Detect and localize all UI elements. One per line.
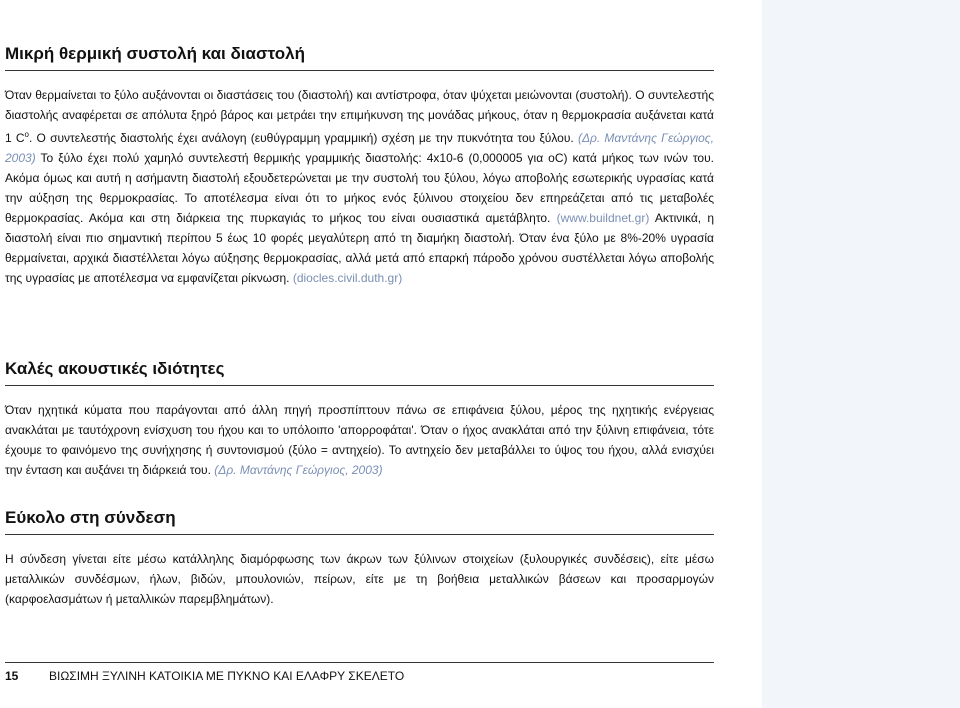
page-number: 15 xyxy=(5,669,19,683)
section-heading: Καλές ακουστικές ιδιότητες xyxy=(5,358,714,386)
section-paragraph xyxy=(5,549,714,609)
paragraph-text: Όταν ηχητικά κύματα που παράγονται από άλλη πηγή προσπίπτουν πάνω σε επιφάνεια ξύλου, μέρος της ηχητικής ενέργειας ανακλάται με ταυτόχρονη ενίσχυση του ήχου και το υπόλοιπο 'απορροφάται'. Όταν ο ήχος ανακλάται από την ξύλινη επιφάνεια, τότε έχουμε το φαινόμενο της συνήχησης ή συντονισμού (ξύλο = αντηχείο). Το αντηχείο δεν μεταβάλλει το ύψος του ήχου, αλλά ενισχύει την ένταση και αυξάνει τη διάρκειά του. xyxy=(5,403,714,477)
source-link-buildnet[interactable]: (www.buildnet.gr) xyxy=(556,211,650,225)
side-panel xyxy=(762,0,960,708)
section-thermal-expansion xyxy=(5,43,714,288)
section-paragraph xyxy=(5,85,714,288)
page-footer xyxy=(5,662,714,684)
paragraph-text: Ακτινικά, η διαστολή είναι πιο σημαντική περίπου 5 έως 10 φορές μεγαλύτερη από τη διαμήκη διαστολή. Όταν ένα ξύλο με 8%-20% υγρασία θερμαίνεται, αρχικά διαστέλλεται λόγω αύξησης θερμοκρασίας, αλλά μετά από επαρκή πάροδο χρόνου συστέλλεται λόγω αποβολής της υγρασίας με αποτέλεσμα να εμφανίζεται ρίκνωση. xyxy=(5,211,714,285)
degree-superscript: ο xyxy=(24,130,29,139)
paragraph-text: Η σύνδεση γίνεται είτε μέσω κατάλληλης διαμόρφωσης των άκρων των ξύλινων στοιχείων (ξυλουργικές συνδέσεις), είτε μέσω μεταλλικών συνδέσμων, ήλων, βιδών, μπουλονιών, πείρων, είτε με τη βοήθεια μεταλλικών βάσεων και προσαρμογών (καρφοελασμάτων ή μεταλλικών παρεμβλημάτων). xyxy=(5,552,714,606)
citation: (Δρ. Μαντάνης Γεώργιος, 2003) xyxy=(214,463,383,477)
section-acoustic-properties xyxy=(5,358,714,480)
citation: (Δρ. Μαντάνης Γεώργιος, 2003) xyxy=(5,131,714,165)
paragraph-text: Όταν θερμαίνεται το ξύλο αυξάνονται οι διαστάσεις του (διαστολή) και αντίστροφα, όταν ψύχεται μειώνονται (συστολή). Ο συντελεστής διαστολής αναφέρεται σε απόλυτα ξηρό βάρος και μετράει την επιμήκυνση της μονάδας μήκους, όταν η θερμοκρασία αυξάνεται κατά 1 C xyxy=(5,88,714,145)
paragraph-text: . Ο συντελεστής διαστολής έχει ανάλογη (ευθύγραμμη γραμμική) σχέση με την πυκνότητα του ξύλου. xyxy=(29,131,578,145)
footer-title: ΒΙΩΣΙΜΗ ΞΥΛΙΝΗ ΚΑΤΟΙΚΙΑ ΜΕ ΠΥΚΝΟ ΚΑΙ ΕΛΑΦΡΥ ΣΚΕΛΕΤΟ xyxy=(49,669,405,683)
section-heading: Μικρή θερμική συστολή και διαστολή xyxy=(5,43,714,71)
section-heading: Εύκολο στη σύνδεση xyxy=(5,507,714,535)
section-easy-connection xyxy=(5,507,714,609)
section-paragraph xyxy=(5,400,714,480)
paragraph-text: Το ξύλο έχει πολύ χαμηλό συντελεστή θερμικής γραμμικής διαστολής: 4x10-6 (0,000005 για oC) κατά μήκος των ινών του. Ακόμα όμως και αυτή η ασήμαντη διαστολή εξουδετερώνεται με την συστολή του ξύλου, λόγω αποβολής εσωτερικής υγρασίας κατά την αύξηση της θερμοκρασίας. Το αποτέλεσμα είναι ότι το μήκος ενός ξύλινου στοιχείου δεν επηρεάζεται από τις μεταβολές θερμοκρασίας. Ακόμα και στη διάρκεια της πυρκαγιάς το μήκος του είναι ουσιαστικά αμετάβλητο. xyxy=(5,151,714,225)
source-link-diocles[interactable]: (diocles.civil.duth.gr) xyxy=(292,271,403,285)
